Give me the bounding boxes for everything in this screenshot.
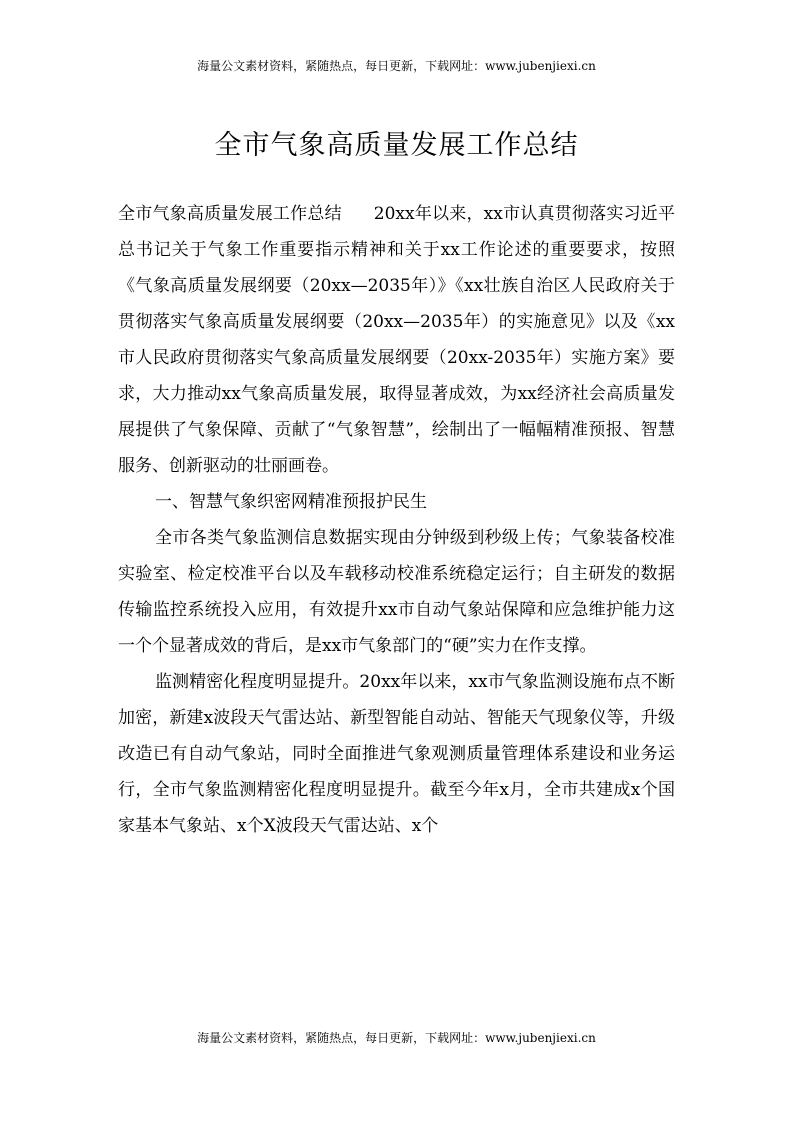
document-body xyxy=(118,196,675,844)
paragraph-monitoring-precision: 监测精密化程度明显提升。20xx年以来，xx市气象监测设施布点不断加密，新建x波段天气雷达站、新型智能自动站、智能天气现象仪等，升级改造已有自动气象站，同时全面推进气象观测质量管理体系建设和业务运行，全市气象监测精密化程度明显提升。截至今年x月，全市共建成x个国家基本气象站、x个X波段天气雷达站、x个 xyxy=(118,672,675,836)
paragraph-monitoring-data: 全市各类气象监测信息数据实现由分钟级到秒级上传；气象装备校准实验室、检定校准平台以及车载移动校准系统稳定运行；自主研发的数据传输监控系统投入应用，有效提升xx市自动气象站保障和应急维护能力这一个个显著成效的背后，是xx市气象部门的“硬”实力在作支撑。 xyxy=(118,528,675,656)
intro-lead-title: 全市气象高质量发展工作总结 xyxy=(118,204,342,224)
document-title: 全市气象高质量发展工作总结 xyxy=(214,130,579,161)
paragraph-intro xyxy=(118,196,675,484)
intro-body-text: 20xx年以来，xx市认真贯彻落实习近平总书记关于气象工作重要指示精神和关于xx工作论述的重要要求，按照《气象高质量发展纲要（20xx—2035年）》《xx壮族自治区人民政府关于贯彻落实气象高质量发展纲要（20xx—2035年）的实施意见》以及《xx市人民政府贯彻落实气象高质量发展纲要（20xx-2035年）实施方案》要求，大力推动xx气象高质量发展，取得显著成效，为xx经济社会高质量发展提供了气象保障、贡献了“气象智慧”，绘制出了一幅幅精准预报、智慧服务、创新驱动的壮丽画卷。 xyxy=(118,204,676,476)
section-heading-1: 一、智慧气象织密网精准预报护民生 xyxy=(155,492,427,512)
page-header-note: 海量公文素材资料，紧随热点，每日更新，下载网址：www.jubenjiexi.cn xyxy=(197,59,596,73)
page-footer-note: 海量公文素材资料，紧随热点，每日更新，下载网址：www.jubenjiexi.cn xyxy=(197,1031,596,1045)
